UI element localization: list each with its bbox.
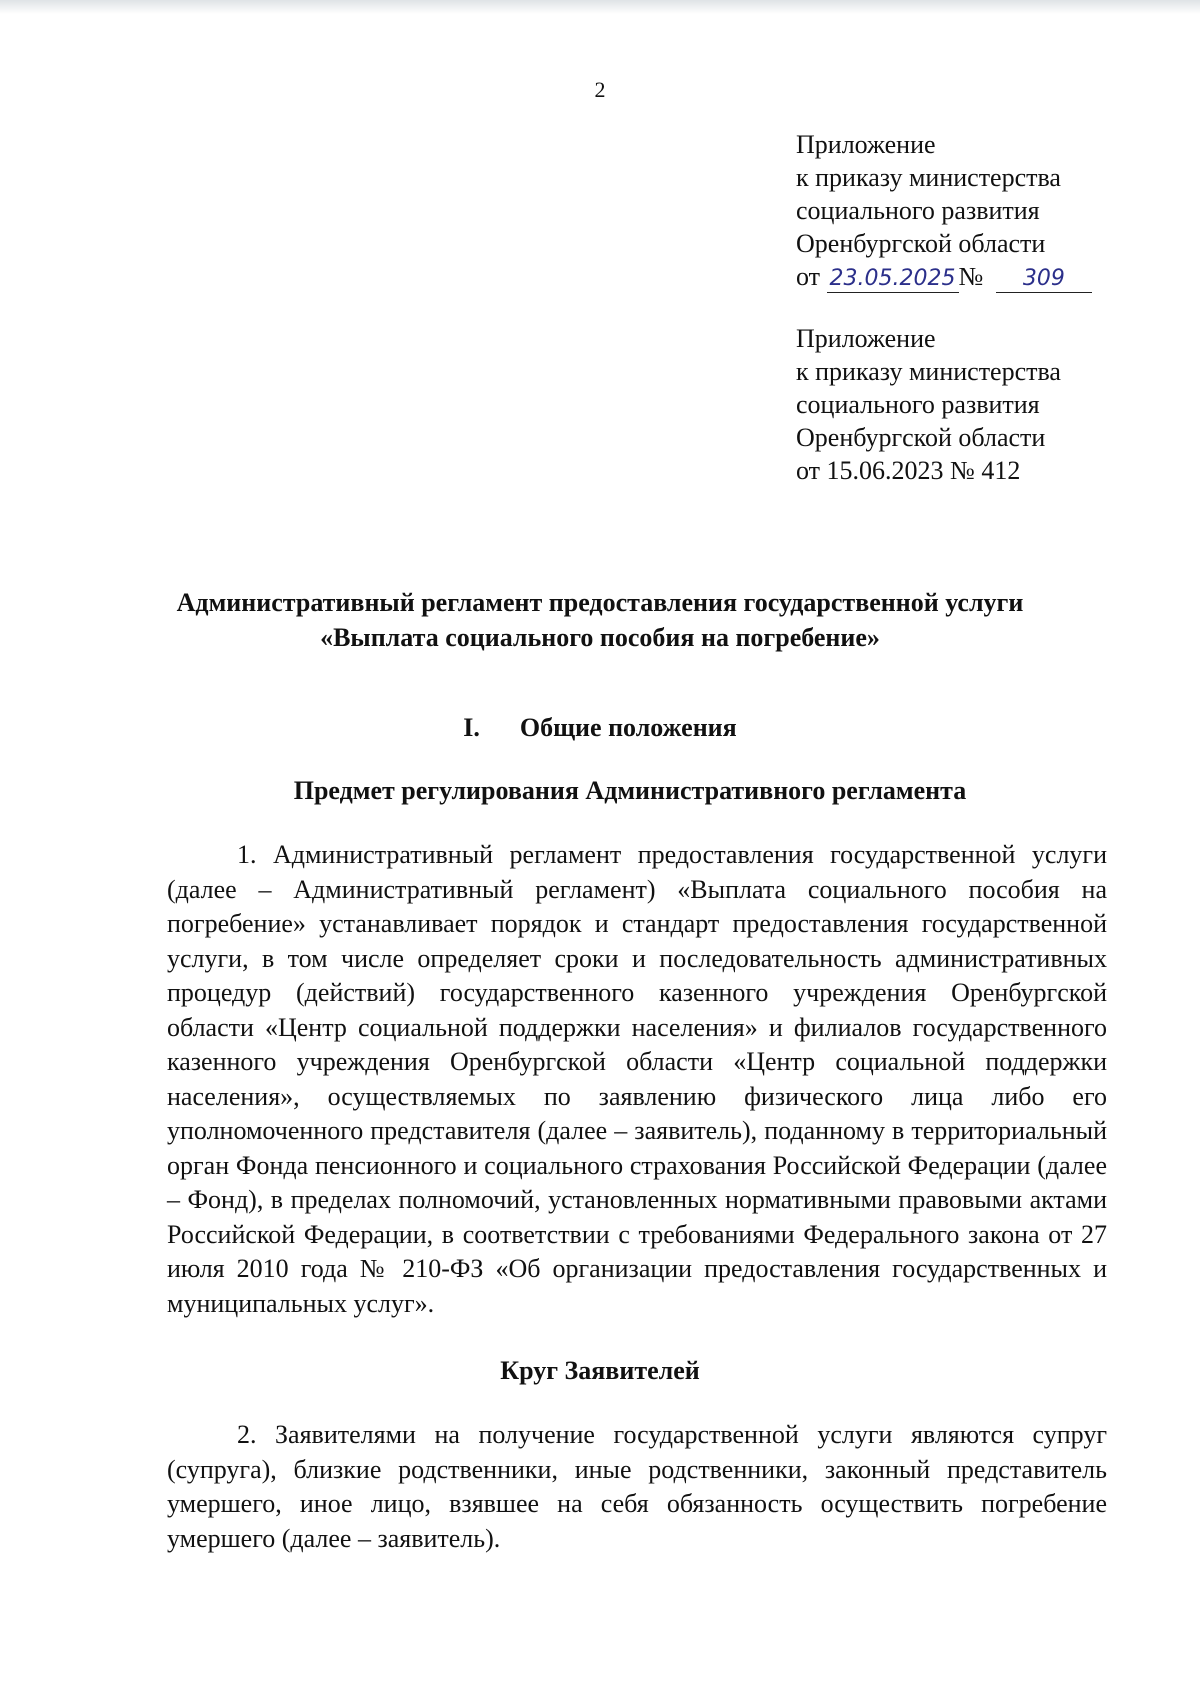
handwritten-number: 309 (996, 266, 1092, 293)
appendix-date-number-line: от 15.06.2023 № 412 (796, 456, 1021, 485)
document-title-line-2: «Выплата социального пособия на погребение» (320, 623, 880, 652)
appendix-previous-order (796, 322, 1061, 487)
appendix-date-number-line (796, 260, 1092, 293)
appendix-order-line: к приказу министерства (796, 163, 1061, 192)
paragraph-1: 1. Административный регламент предоставления государственной услуги (далее – Административный регламент) «Выплата социального пособия на погребение» устанавливает порядок и стандарт предоставления государственной услуги, в том числе определяет сроки и последовательность административных процедур (действий) государственного казенного учреждения Оренбургской области «Центр социальной поддержки населения» и филиалов государственного казенного учреждения Оренбургской области «Центр социальной поддержки населения», осуществляемых по заявлению физического лица либо его уполномоченного представителя (далее – заявитель), поданному в территориальный орган Фонда пенсионного и социального страхования Российской Федерации (далее – Фонд), в пределах полномочий, установленных нормативными правовыми актами Российской Федерации, в соответствии с требованиями Федерального закона от 27 июля 2010 года № 210-ФЗ «Об организации предоставления государственных и муниципальных услуг». (167, 840, 1107, 1318)
appendix-label: Приложение (796, 130, 936, 159)
subheading-applicants: Круг Заявителей (500, 1356, 700, 1385)
scan-edge (0, 0, 1200, 14)
section-number: I. (463, 713, 480, 742)
handwritten-date: 23.05.2025 (827, 266, 959, 293)
section-title: Общие положения (519, 713, 737, 742)
number-sign: № (958, 262, 984, 291)
appendix-region-line: Оренбургской области (796, 423, 1046, 452)
page-number: 2 (594, 77, 606, 102)
document-title-line-1: Административный регламент предоставления государственной услуги (176, 588, 1024, 617)
appendix-order-line: к приказу министерства (796, 357, 1061, 386)
appendix-current-order (796, 128, 1092, 293)
section-heading (0, 713, 1200, 743)
document-title (120, 585, 1080, 655)
appendix-ministry-line: социального развития (796, 390, 1040, 419)
appendix-label: Приложение (796, 324, 936, 353)
appendix-region-line: Оренбургской области (796, 229, 1046, 258)
appendix-ministry-line: социального развития (796, 196, 1040, 225)
subheading-regulation-subject: Предмет регулирования Административного регламента (293, 776, 967, 805)
date-prefix: от (796, 262, 821, 291)
paragraph-2: 2. Заявителями на получение государственной услуги являются супруг (супруга), близкие родственники, иные родственники, законный представитель умершего, иное лицо, взявшее на себя обязанность осуществить погребение умершего (далее – заявитель). (167, 1420, 1107, 1553)
